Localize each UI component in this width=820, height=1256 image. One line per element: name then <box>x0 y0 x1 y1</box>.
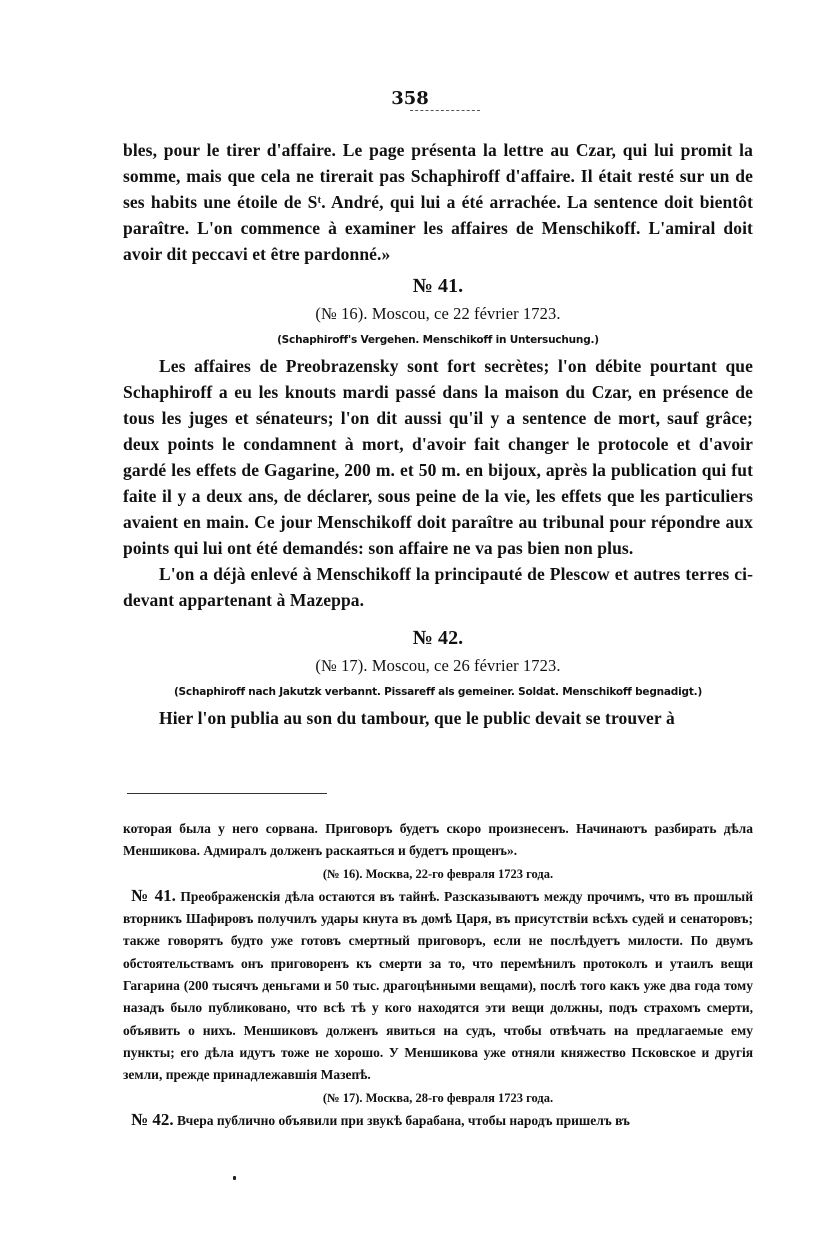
french-text <box>123 137 753 731</box>
letter-42-number: № 42. <box>412 627 464 649</box>
letter-41-paragraph-2: L'on a déjà enlevé à Menschikoff la principauté de Plescow et autres terres ci-devant appartenant à Mazeppa. <box>123 564 753 610</box>
russian-number-41: № 41. <box>131 885 176 905</box>
ink-speck <box>233 1176 236 1180</box>
letter-41-number: № 41. <box>412 275 464 297</box>
russian-letter-42: Вчера публично объявили при звукѣ барабана, чтобы народъ пришелъ въ <box>176 1112 630 1128</box>
letter-42-dateline: (№ 17). Moscou, ce 26 février 1723. <box>315 656 561 675</box>
footnote-separator <box>127 793 327 794</box>
russian-letter-41: Преображенскія дѣла остаются въ тайнѣ. Разсказываютъ между прочимъ, что въ прошлый вторникъ Шафировъ получилъ удары кнута въ домѣ Царя, въ присутствіи всѣхъ судей и сенаторовъ; также говорятъ будто уже готовъ смертный приговоръ, если не послѣдуетъ милости. По двумъ обстоятельствамъ онъ приговоренъ къ смерти за то, что перемѣнилъ протоколъ и утаилъ вещи Гагарина (200 тысячъ деньгами и 50 тыс. драгоцѣнными вещами), послѣ того какъ уже два года тому назадъ было публиковано, что всѣ тѣ у кого находятся эти вещи должны, подъ страхомъ смерти, объявить о нихъ. Меншиковъ долженъ явиться на судъ, чтобы отвѣчать на предлагаемые ему пункты; его дѣла идутъ тоже не хорошо. У Меншикова уже отняли княжество Псковское и другія земли, прежде принадлежавшія Мазепѣ. <box>123 888 754 1083</box>
letter-41-subtitle: (Schaphiroff's Vergehen. Menschikoff in Untersuchung.) <box>277 334 599 346</box>
header-dashes <box>410 100 480 111</box>
russian-dateline-42: (№ 17). Москва, 28-го февраля 1723 года. <box>322 1090 554 1105</box>
letter-42-paragraph-1: Hier l'on publia au son du tambour, que le public devait se trouver à <box>159 708 675 728</box>
russian-translation <box>123 818 753 1132</box>
russian-number-42: № 42. <box>131 1109 174 1129</box>
letter-41-dateline: (№ 16). Moscou, ce 22 février 1723. <box>315 304 561 323</box>
letter-41-paragraph-1: Les affaires de Preobrazensky sont fort secrètes; l'on débite pourtant que Schaphiroff a eu les knouts mardi passé dans la maison du Czar, en présence de tous les juges et sénateurs; l'on dit aussi qu'il y a sentence de mort, sauf grâce; deux points le condamnent à mort, d'avoir fait changer le protocole et d'avoir gardé les effets de Gagarine, 200 m. et 50 m. en bijoux, après la publication qui fut faite il y a deux ans, de déclarer, sous peine de la vie, les effets que les particuliers avaient en main. Ce jour Menschikoff doit paraître au tribunal pour répondre aux points qui lui ont été demandés: son affaire ne va pas bien non plus. <box>123 356 753 558</box>
russian-continuation: которая была у него сорвана. Приговоръ будетъ скоро произнесенъ. Начинаютъ разбирать дѣла Меншикова. Адмиралъ долженъ раскаяться и будетъ прощенъ». <box>123 821 753 859</box>
page-number: 358 <box>391 88 429 109</box>
french-continuation: bles, pour le tirer d'affaire. Le page présenta la lettre au Czar, qui lui promit la somme, mais que cela ne tirerait pas Schaphiroff d'affaire. Il était resté sur un de ses habits une étoile de Sᵗ. André, qui lui a été arrachée. La sentence doit bientôt paraître. L'on commence à examiner les affaires de Menschikoff. L'amiral doit avoir dit peccavi et être pardonné.» <box>123 140 753 264</box>
letter-42-subtitle: (Schaphiroff nach Jakutzk verbannt. Pissareff als gemeiner. Soldat. Menschikoff begnadigt.) <box>173 686 703 698</box>
russian-dateline-41: (№ 16). Москва, 22-го февраля 1723 года. <box>322 866 554 881</box>
